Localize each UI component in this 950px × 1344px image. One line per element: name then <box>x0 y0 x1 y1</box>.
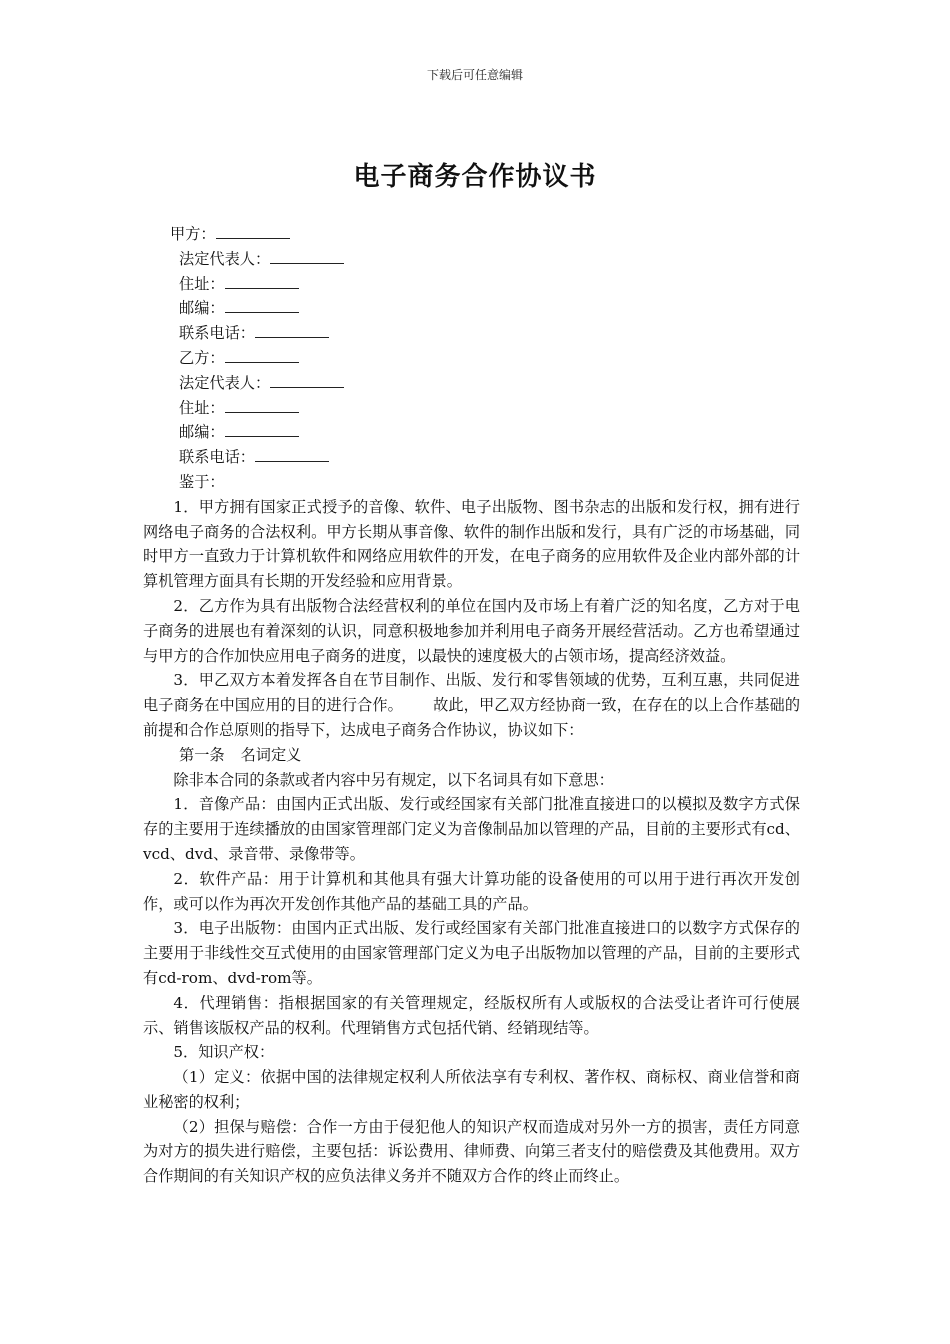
recital-3-part-1: 3．甲乙双方本着发挥各自在节目制作、出版、发行和零售领域的优势，互利互惠，共同促进电子商务在中国应用的目的进行合作。 <box>143 671 800 715</box>
recital-3-part-2: 故此，甲乙双方经协商一致，在存在的以上合作基础的前提和合作总原则的指导下，达成电子商务合作协议，协议如下： <box>143 696 801 739</box>
definition-2: 2．软件产品：用于计算机和其他具有强大计算功能的设备使用的可以用于进行再次开发创作，或可以作为再次开发创作其他产品的基础工具的产品。 <box>143 869 800 913</box>
party-a-zip-line <box>143 296 800 321</box>
document-body <box>143 222 800 1189</box>
document-title: 电子商务合作协议书 <box>353 162 597 192</box>
party-a-rep-label: 法定代表人： <box>179 249 271 268</box>
party-a-addr-line <box>143 272 800 297</box>
party-b-addr-line <box>143 396 800 421</box>
party-a-name-label: 甲方： <box>170 225 216 243</box>
party-a-name-line <box>143 222 800 247</box>
party-b-name-line <box>143 346 800 371</box>
article-1-title: 名词定义 <box>240 745 302 764</box>
party-b-rep-blank <box>270 373 344 388</box>
party-a-name-blank <box>216 224 290 239</box>
party-a-addr-blank <box>225 274 299 289</box>
sub-definition-2: （2）担保与赔偿：合作一方由于侵犯他人的知识产权而造成对另外一方的损害，责任方同意为对方的损失进行赔偿，主要包括：诉讼费用、律师费、向第三者支付的赔偿费及其他费用。双方合作期间的有关知识产权的应负法律义务并不随双方合作的终止而终止。 <box>143 1117 800 1186</box>
party-b-name-blank <box>225 348 299 363</box>
header-note: 下载后可任意编辑 <box>426 68 523 82</box>
recital-2: 2．乙方作为具有出版物合法经营权利的单位在国内及市场上有着广泛的知名度，乙方对于电子商务的进展也有着深刻的认识，同意积极地参加并利用电子商务开展经营活动。乙方也希望通过与甲方的合作加快应用电子商务的进度，以最快的速度极大的占领市场，提高经济效益。 <box>143 596 800 665</box>
whereas-label: 鉴于： <box>179 472 225 491</box>
party-b-zip-line <box>143 420 800 445</box>
party-b-rep-line <box>143 371 800 396</box>
party-a-zip-blank <box>225 298 299 313</box>
definition-1: 1．音像产品：由国内正式出版、发行或经国家有关部门批准直接进口的以模拟及数字方式保存的主要用于连续播放的由国家管理部门定义为音像制品加以管理的产品，目前的主要形式有cd、vcd、dvd、录音带、录像带等。 <box>143 795 800 863</box>
party-a-rep-blank <box>270 249 344 264</box>
party-b-rep-label: 法定代表人： <box>179 373 271 392</box>
article-1-heading <box>143 743 800 768</box>
party-a-zip-label: 邮编： <box>179 299 225 318</box>
party-a-rep-line <box>143 247 800 272</box>
party-b-name-label: 乙方： <box>179 348 225 367</box>
party-b-addr-label: 住址： <box>179 398 225 417</box>
party-b-phone-line <box>143 445 800 470</box>
definition-5: 5．知识产权： <box>173 1043 275 1062</box>
recital-3 <box>143 668 800 742</box>
definition-3: 3．电子出版物：由国内正式出版、发行或经国家有关部门批准直接进口的以数字方式保存的主要用于非线性交互式使用的由国家管理部门定义为电子出版物加以管理的产品，目前的主要形式有cd-rom、dvd-rom等。 <box>143 919 800 987</box>
recital-1: 1．甲方拥有国家正式授予的音像、软件、电子出版物、图书杂志的出版和发行权，拥有进行网络电子商务的合法权利。甲方长期从事音像、软件的制作出版和发行，具有广泛的市场基础，同时甲方一直致力于计算机软件和网络应用软件的开发，在电子商务的应用软件及企业内部外部的计算机管理方面具有长期的开发经验和应用背景。 <box>143 497 800 591</box>
party-b-zip-label: 邮编： <box>179 423 225 442</box>
sub-definition-1: （1）定义：依据中国的法律规定权利人所依法享有专利权、著作权、商标权、商业信誉和商业秘密的权利； <box>143 1068 800 1111</box>
party-b-phone-blank <box>255 447 329 462</box>
party-a-addr-label: 住址： <box>179 274 225 293</box>
party-b-phone-label: 联系电话： <box>179 448 255 467</box>
article-1-number: 第一条 <box>179 745 225 764</box>
party-a-phone-blank <box>255 323 329 338</box>
party-b-addr-blank <box>225 398 299 413</box>
article-1-intro: 除非本合同的条款或者内容中另有规定，以下名词具有如下意思： <box>173 770 614 789</box>
party-a-phone-line <box>143 321 800 346</box>
party-a-phone-label: 联系电话： <box>179 324 255 343</box>
definition-4: 4．代理销售：指根据国家的有关管理规定，经版权所有人或版权的合法受让者许可行使展示、销售该版权产品的权利。代理销售方式包括代销、经销现结等。 <box>143 993 800 1037</box>
party-b-zip-blank <box>225 422 299 437</box>
